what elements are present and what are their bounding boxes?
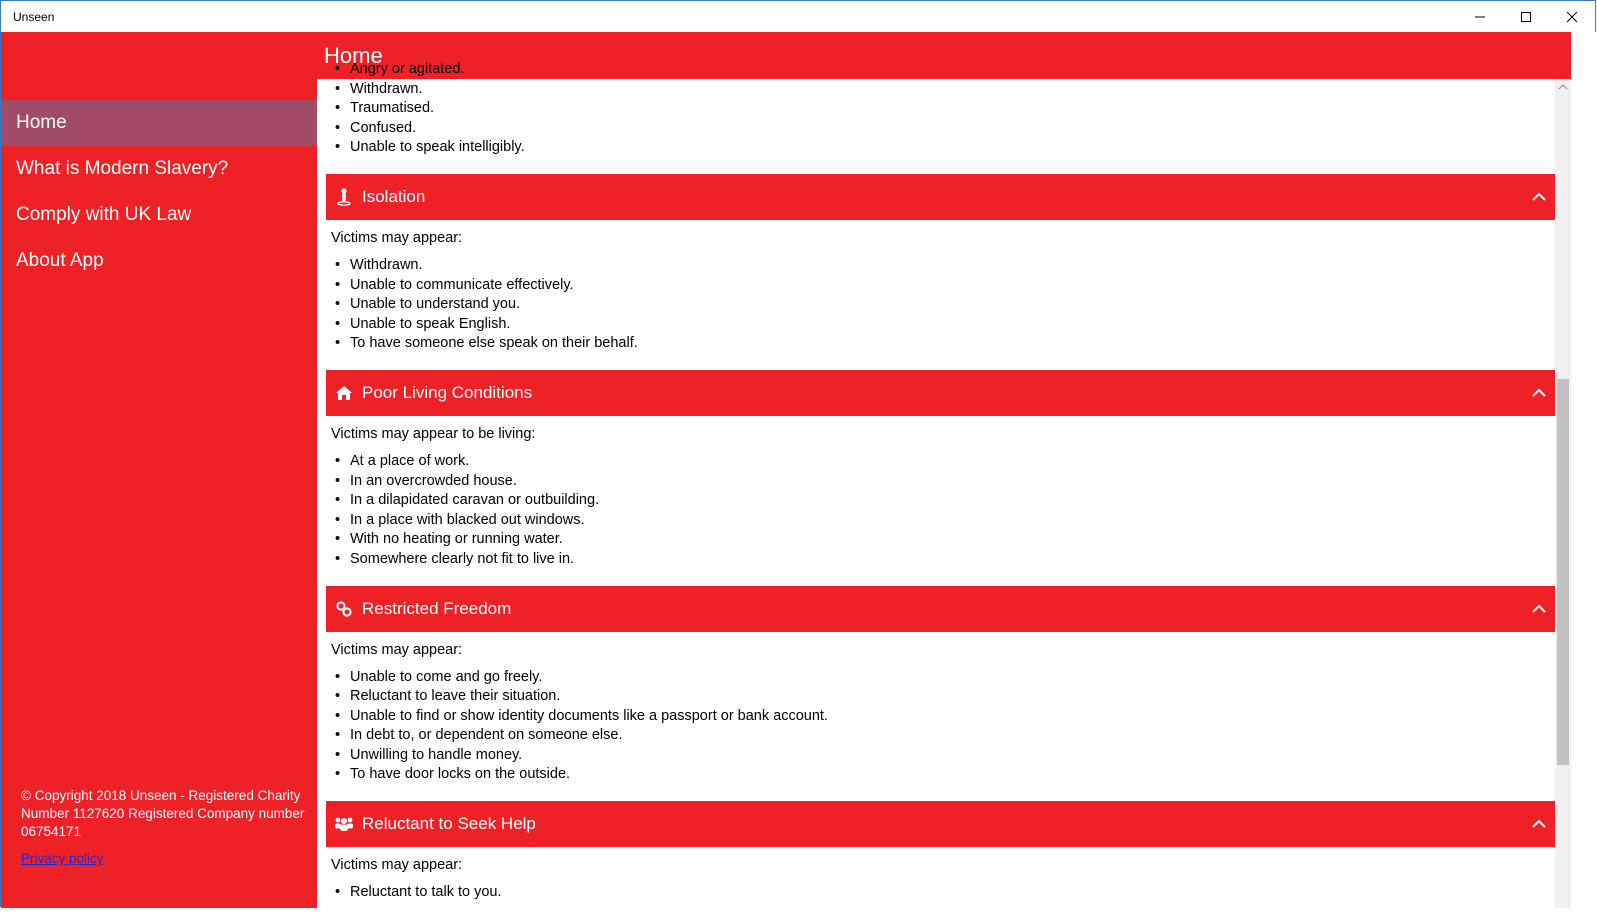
section-list [326,452,1555,570]
section-title: Reluctant to Seek Help [362,814,536,834]
close-icon [1567,12,1577,22]
nav-item-modern-slavery[interactable]: What is Modern Slavery? [16,158,229,179]
nav-item-comply-uk-law[interactable]: Comply with UK Law [16,204,192,225]
person-standing-icon [334,187,354,207]
close-button[interactable] [1549,1,1595,32]
section-header-isolation[interactable] [326,174,1555,220]
list-item: • Traumatised. [335,99,1555,119]
copyright-text: © Copyright 2018 Unseen - Registered Charity Number 1127620 Registered Company number 06754171 [21,788,305,839]
chain-link-icon [334,599,354,619]
section-body [326,847,1555,919]
section-isolation [326,174,1555,370]
nav-list [1,100,317,284]
list-item: • In debt to, or dependent on someone else. [335,726,1555,746]
section-list [326,256,1555,354]
list-item: • In a place with blacked out windows. [335,511,1555,531]
title-bar [1,1,1595,32]
list-item: • Unable to communicate effectively. [335,276,1555,296]
list-item: • Withdrawn. [335,256,1555,276]
list-item: • Unable to speak English. [335,315,1555,335]
scroll-up-button[interactable] [1555,79,1571,95]
section-header-reluctant-to-seek-help[interactable] [326,801,1555,847]
maximize-button[interactable] [1503,1,1549,32]
chevron-up-icon[interactable] [1531,816,1547,832]
scroll-area [317,60,1555,919]
list-item: • To have someone else speak on their behalf. [335,334,1555,354]
maximize-icon [1521,12,1531,22]
nav-item-home[interactable]: Home [1,100,317,146]
list-item: • Unable to come and go freely. [335,668,1555,688]
section-body [326,632,1555,802]
list-item: • Unable to find or show identity documents like a passport or bank account. [335,707,1555,727]
section-header-poor-living-conditions[interactable] [326,370,1555,416]
window-edge [1571,32,1597,908]
list-item: • Unable to understand you. [335,295,1555,315]
list-item: • To have door locks on the outside. [335,765,1555,785]
sidebar-footer [21,787,313,868]
list-item: • Somewhere clearly not fit to live in. [335,550,1555,570]
minimize-icon [1475,12,1485,22]
list-item: • Unable to speak intelligibly. [335,138,1555,158]
section-header-restricted-freedom[interactable] [326,586,1555,632]
section-intro: Victims may appear to be living: [331,425,536,442]
list-item: • At a place of work. [335,452,1555,472]
home-icon [334,383,354,403]
privacy-policy-link[interactable]: Privacy policy [21,851,104,866]
section-title: Restricted Freedom [362,598,512,618]
list-item: • Angry or agitated. [335,60,1555,80]
section-restricted-freedom [326,586,1555,802]
group-icon [334,814,354,834]
chevron-up-icon [1559,84,1567,90]
page-title: Home [324,43,383,68]
sidebar [1,32,317,908]
chevron-up-icon[interactable] [1531,385,1547,401]
section-intro: Victims may appear: [331,641,463,658]
chevron-up-icon[interactable] [1531,189,1547,205]
list-item: • With no heating or running water. [335,530,1555,550]
nav-item-about-app[interactable]: About App [16,250,104,271]
previous-section-list [317,60,1555,158]
list-item: • Reluctant to leave their situation. [335,687,1555,707]
list-item: • Withdrawn. [335,80,1555,100]
section-body [326,416,1555,586]
list-item: • Unwilling to handle money. [335,746,1555,766]
list-item: • In an overcrowded house. [335,472,1555,492]
vertical-scrollbar[interactable] [1555,79,1571,908]
list-item: • Reluctant to talk to you. [335,883,1555,903]
chevron-up-icon[interactable] [1531,601,1547,617]
list-item: • In a dilapidated caravan or outbuilding. [335,491,1555,511]
section-poor-living-conditions [326,370,1555,586]
section-body [326,220,1555,370]
section-reluctant-to-seek-help [326,801,1555,919]
section-title: Poor Living Conditions [362,382,533,402]
section-title: Isolation [362,186,426,206]
main-content[interactable] [317,61,1555,908]
window-title: Unseen [13,9,55,24]
section-intro: Victims may appear: [331,229,463,246]
section-list [326,883,1555,903]
minimize-button[interactable] [1457,1,1503,32]
list-item: • Confused. [335,119,1555,139]
window-controls [1457,1,1595,32]
section-intro: Victims may appear: [331,857,463,874]
scrollbar-thumb[interactable] [1557,379,1569,765]
section-list [326,668,1555,786]
